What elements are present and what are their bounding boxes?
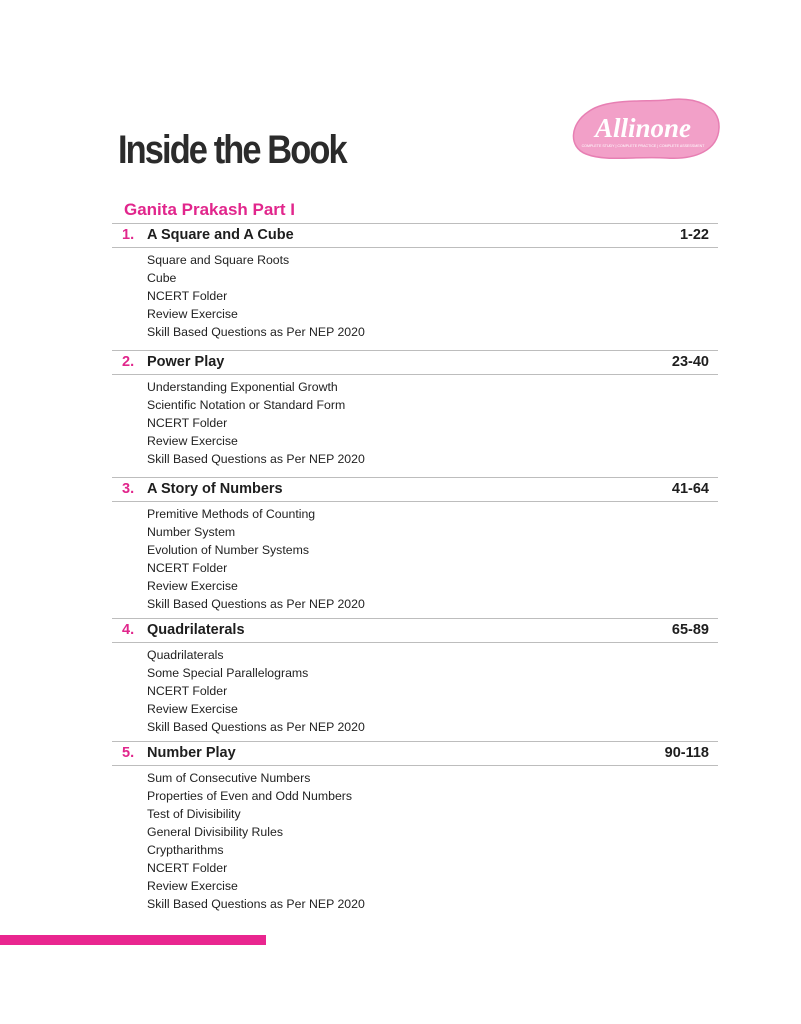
svg-text:Allinone: Allinone xyxy=(594,113,692,143)
chapter-number: 5. xyxy=(122,745,135,761)
topic-item: Review Exercise xyxy=(147,879,238,893)
chapter-2 xyxy=(112,350,718,468)
topic-list xyxy=(112,375,718,468)
topic-item: Skill Based Questions as Per NEP 2020 xyxy=(147,452,365,466)
chapter-4 xyxy=(112,618,718,736)
topic-item: NCERT Folder xyxy=(147,416,228,430)
topic-item: Skill Based Questions as Per NEP 2020 xyxy=(147,325,365,339)
chapter-title: Number Play xyxy=(147,745,236,761)
topic-list xyxy=(112,766,718,913)
chapter-3 xyxy=(112,477,718,613)
decorative-pink-bar xyxy=(0,935,266,945)
page-title: Inside the Book xyxy=(118,128,346,172)
topic-item: NCERT Folder xyxy=(147,561,228,575)
chapter-number: 3. xyxy=(122,481,135,497)
topic-item: Skill Based Questions as Per NEP 2020 xyxy=(147,897,365,911)
topic-item: Premitive Methods of Counting xyxy=(147,507,316,521)
chapter-heading xyxy=(112,477,718,502)
chapter-1 xyxy=(112,223,718,341)
topic-item: NCERT Folder xyxy=(147,684,228,698)
topic-item: Review Exercise xyxy=(147,307,238,321)
chapter-pages: 65-89 xyxy=(671,622,709,638)
topic-item: Review Exercise xyxy=(147,579,238,593)
topic-item: Quadrilaterals xyxy=(147,648,224,662)
topic-item: NCERT Folder xyxy=(147,289,228,303)
chapter-heading xyxy=(112,618,718,643)
chapter-title: Quadrilaterals xyxy=(147,622,245,638)
topic-item: Understanding Exponential Growth xyxy=(147,380,338,394)
topic-item: NCERT Folder xyxy=(147,861,228,875)
chapter-number: 1. xyxy=(122,227,135,243)
chapter-pages: 1-22 xyxy=(679,227,709,243)
chapter-heading xyxy=(112,350,718,375)
chapter-pages: 41-64 xyxy=(671,481,709,497)
part-title: Ganita Prakash Part I xyxy=(124,200,296,219)
chapter-pages: 23-40 xyxy=(671,354,709,370)
topic-item: General Divisibility Rules xyxy=(147,825,283,839)
topic-item: Square and Square Roots xyxy=(147,253,290,267)
topic-list xyxy=(112,502,718,613)
chapter-pages: 90-118 xyxy=(664,745,709,761)
topic-item: Evolution of Number Systems xyxy=(147,543,309,557)
chapter-heading xyxy=(112,223,718,248)
topic-item: Cube xyxy=(147,271,177,285)
allinone-logo xyxy=(566,92,722,164)
topic-item: Skill Based Questions as Per NEP 2020 xyxy=(147,597,365,611)
topic-item: Test of Divisibility xyxy=(147,807,241,821)
topic-item: Sum of Consecutive Numbers xyxy=(147,771,311,785)
chapter-title: Power Play xyxy=(147,354,225,370)
topic-item: Skill Based Questions as Per NEP 2020 xyxy=(147,720,365,734)
topic-item: Scientific Notation or Standard Form xyxy=(147,398,346,412)
topic-item: Properties of Even and Odd Numbers xyxy=(147,789,353,803)
chapter-5 xyxy=(112,741,718,913)
chapter-heading xyxy=(112,741,718,766)
topic-item: Number System xyxy=(147,525,236,539)
topic-item: Some Special Parallelograms xyxy=(147,666,309,680)
chapter-number: 4. xyxy=(122,622,135,638)
topic-item: Review Exercise xyxy=(147,434,238,448)
chapter-number: 2. xyxy=(122,354,135,370)
topic-list xyxy=(112,643,718,736)
chapter-title: A Story of Numbers xyxy=(147,481,283,497)
topic-item: Cryptharithms xyxy=(147,843,224,857)
topic-item: Review Exercise xyxy=(147,702,238,716)
svg-text:COMPLETE STUDY | COMPLETE PRAC: COMPLETE STUDY | COMPLETE PRACTICE | COMPLETE ASSESSMENT xyxy=(581,144,705,148)
chapter-title: A Square and A Cube xyxy=(147,227,294,243)
topic-list xyxy=(112,248,718,341)
